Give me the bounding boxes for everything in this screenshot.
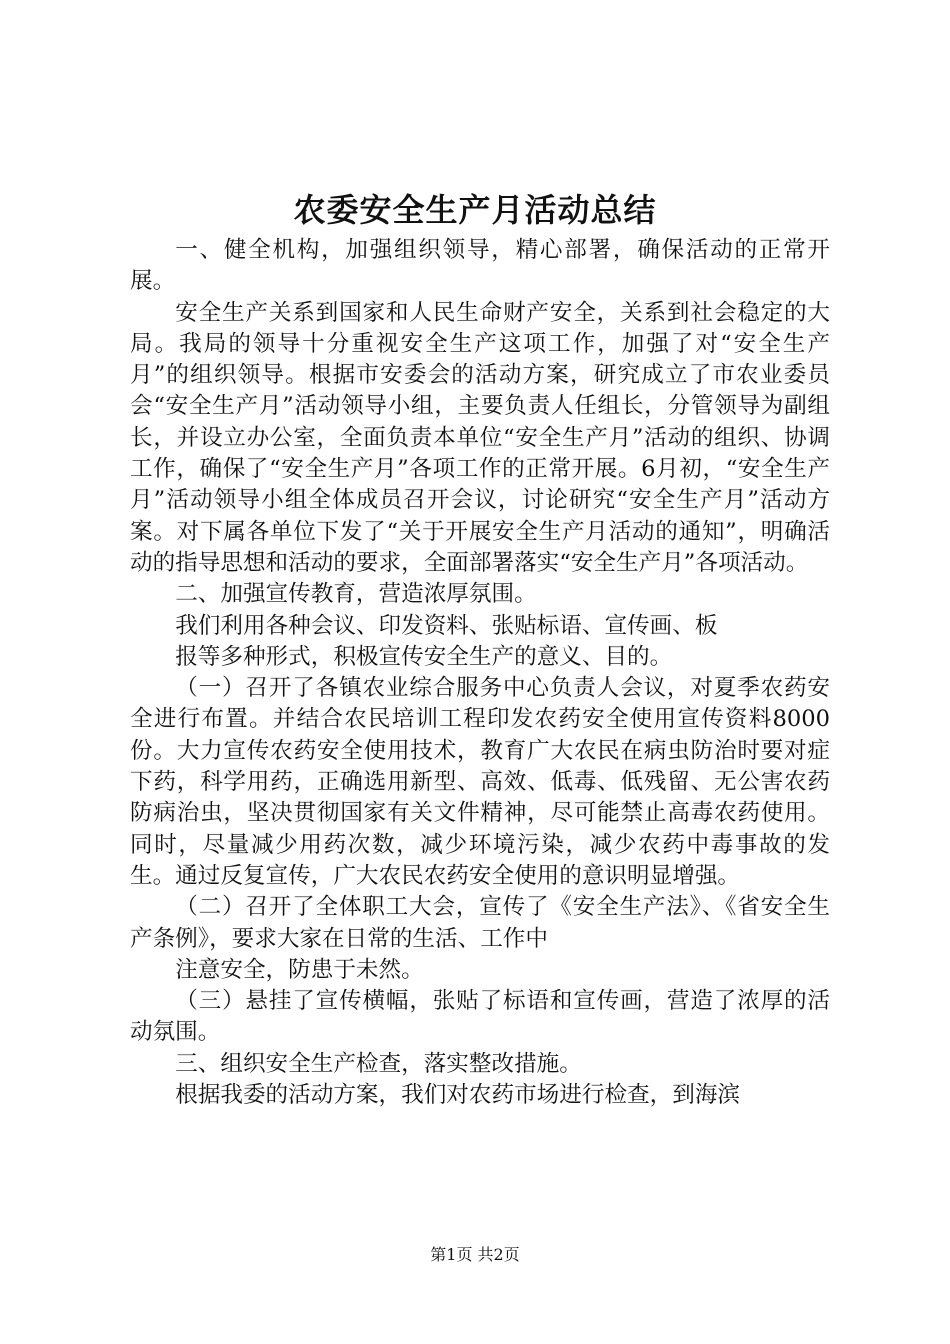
page-number: 第1页 共2页 [430,1245,520,1264]
section-heading-1: 一、健全机构，加强组织领导，精心部署，确保活动的正常开展。 [130,237,830,295]
body-paragraph: 注意安全，防患于未然。 [175,956,424,983]
body-paragraph: （一）召开了各镇农业综合服务中心负责人会议，对夏季农药安全进行布置。并结合农民培训工程印发农药安全使用宣传资料8000份。大力宣传农药安全使用技术，教育广大农民在病虫防治时要对症下药，科学用药，正确选用新型、高效、低毒、低残留、无公害农药防病治虫，坚决贯彻国家有关文件精神，尽可能禁止高毒农药使用。同时，尽量减少用药次数，减少环境污染，减少农药中毒事故的发生。通过反复宣传，广大农民农药安全使用的意识明显增强。 [130,675,830,889]
body-paragraph: 安全生产关系到国家和人民生命财产安全，关系到社会稳定的大局。我局的领导十分重视安全生产这项工作，加强了对“安全生产月”的组织领导。根据市安委会的活动方案，研究成立了市农业委员会“安全生产月”活动领导小组，主要负责人任组长，分管领导为副组长，并设立办公室，全面负责本单位“安全生产月”活动的组织、协调工作，确保了“安全生产月”各项工作的正常开展。6月初，“安全生产月”活动领导小组全体成员召开会议，讨论研究“安全生产月”活动方案。对下属各单位下发了“关于开展安全生产月活动的通知”，明确活动的指导思想和活动的要求，全面部署落实“安全生产月”各项活动。 [130,299,830,576]
document-body [130,235,830,1111]
body-paragraph: （三）悬挂了宣传横幅，张贴了标语和宣传画，营造了浓厚的活动氛围。 [130,988,830,1046]
body-paragraph: 报等多种形式，积极宣传安全生产的意义、目的。 [175,643,673,670]
section-heading-2: 二、加强宣传教育，营造浓厚氛围。 [175,581,537,608]
section-heading-3: 三、组织安全生产检查，落实整改措施。 [175,1050,582,1077]
body-paragraph: 我们利用各种会议、印发资料、张贴标语、宣传画、板 [175,612,718,639]
body-paragraph: 根据我委的活动方案，我们对农药市场进行检查，到海滨 [175,1082,741,1109]
body-paragraph: （二）召开了全体职工大会，宣传了《安全生产法》、《省安全生产条例》，要求大家在日常的生活、工作中 [130,894,830,952]
document-title: 农委安全生产月活动总结 [293,191,657,229]
